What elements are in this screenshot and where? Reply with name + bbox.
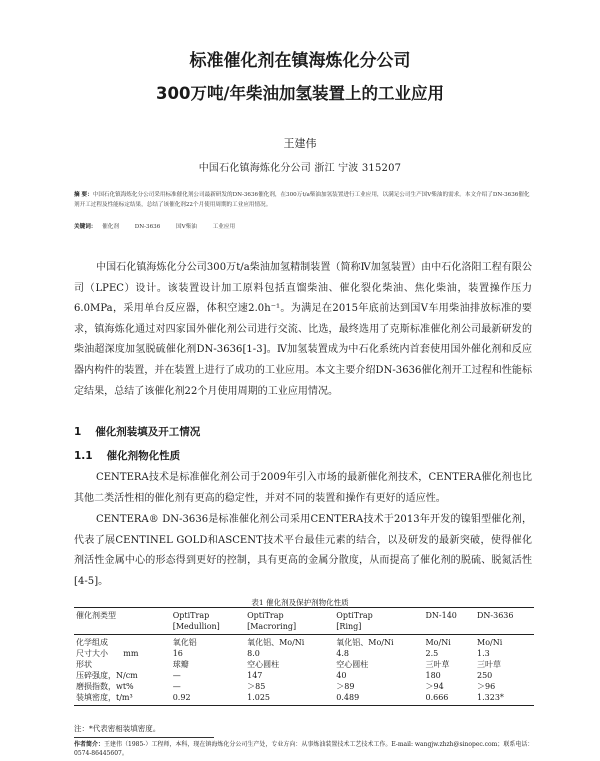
abstract [74,190,534,210]
table-cell: 1.323* [475,692,534,706]
subsection-title: 催化剂物化性质 [106,450,181,462]
table-header-cell: DN-3636 [475,608,534,635]
table-cell: 147 [247,671,263,680]
table-row-label: 化学组成 [76,638,108,647]
footnote-label: 作者简介： [74,741,105,748]
table-cell: 1.3 [477,649,490,658]
table-cell: 16 [172,649,183,658]
table-cell: — [172,682,181,691]
abstract-label: 摘 要： [74,192,93,198]
table-header-row [74,608,534,635]
table-row-label: 磨损指数，wt% [76,682,134,691]
author-footnote [74,740,534,758]
catalyst-properties-table [74,607,534,706]
table-row-label: 形状 [76,660,92,669]
keyword: 催化剂 [102,224,119,230]
table-row [74,681,534,692]
keywords-label: 关键词： [74,224,97,230]
keywords [74,222,534,230]
author-name: 王建伟 [283,137,317,150]
table-row-label: 装填密度，t/m³ [74,692,171,706]
section-heading-1-1 [74,448,180,463]
table-header-cell: DN-140 [423,608,475,635]
table-cell: 1.025 [245,692,334,706]
table-row [74,635,534,649]
footnote-text: 王建伟（1985-）工程师，本科，现在镇海炼化分公司生产处，专业方向：从事炼油装置技术工艺技术工作。E-mail: wangjw.zhzh@sinopec.com；联系电话：0574-86445607。 [74,741,534,757]
table-cell: ＞96 [477,682,496,691]
table-header-cell: OptiTrap [Macroring] [245,608,334,635]
keyword: 国V柴油 [176,224,197,230]
abstract-text: 中国石化镇海炼化分公司采用标准催化剂公司最新研发的DN-3636催化剂，在300万t/a柴油加氢装置进行工业应用，以满足公司生产国V柴油的需求。本文介绍了DN-3636催化剂开工过程及性能标定结果，总结了该催化剂22个月使用周期的工业应用情况。 [74,192,530,208]
table-row [74,648,534,659]
section-heading-1 [74,424,200,439]
table-cell: ＞89 [336,682,355,691]
table-cell: 0.489 [334,692,423,706]
section-number: 1 [74,426,82,438]
table-row-label: 尺寸大小 mm [76,649,139,658]
table-cell: ＞85 [247,682,266,691]
table-header-cell: OptiTrap [Medullion] [171,608,245,635]
table-cell: 2.5 [425,649,439,658]
table-row [74,692,534,706]
table-cell: 氧化铝 [172,638,197,647]
table-cell: ＞94 [425,682,444,691]
section-title: 催化剂装填及开工情况 [95,426,201,438]
table-cell: — [172,671,181,680]
table-cell: Mo/Ni [477,638,503,647]
keyword: DN-3636 [134,224,161,230]
body-paragraph: CENTERA技术是标准催化剂公司于2009年引入市场的最新催化剂技术，CENTERA催化剂也比其他二类活性相的催化剂有更高的稳定性，并对不同的装置和操作有更好的适应性。 [74,472,532,504]
table-cell: 三叶草 [425,660,450,669]
table-row [74,670,534,681]
body-paragraph: CENTERA® DN-3636是标准催化剂公司采用CENTERA技术于2013年开发的镍钼型催化剂，代表了展CENTINEL GOLD和ASCENT技术平台最佳元素的结合，以及研发的最新突破，使得催化剂活性金属中心的形态得到更好的控制，具有更高的金属分散度，从而提高了催化剂的脱硫、脱氮活性[4-5]。 [74,514,532,587]
table-cell: 0.92 [171,692,245,706]
paper-title-line1: 标准催化剂在镇海炼化分公司 [189,51,411,71]
keyword: 工业应用 [212,224,236,230]
table-cell: 氧化铝、Mo/Ni [336,638,394,647]
table-cell: 0.666 [423,692,475,706]
table-cell: Mo/Ni [425,638,451,647]
table-row [74,659,534,670]
table-note: 注：*代表密相装填密度。 [74,724,161,733]
author-affiliation: 中国石化镇海炼化分公司 浙江 宁波 315207 [198,163,402,174]
table-row-label: 压碎强度，N/cm [76,671,138,680]
table-cell: 40 [336,671,347,680]
table-cell: 氧化铝、Mo/Ni [247,638,305,647]
footnote-divider [74,737,214,738]
table-header-cell: OptiTrap [Ring] [334,608,423,635]
table-cell: 8.0 [247,649,260,658]
table-cell: 250 [477,671,493,680]
table-cell: 球瓣 [172,660,189,669]
table-header-cell: 催化剂类型 [74,608,171,635]
table-cell: 三叶草 [477,660,501,669]
table-cell: 180 [425,671,441,680]
table-cell: 空心圆柱 [247,660,280,669]
table-caption: 表1 催化剂及保护剂物化性质 [251,598,349,607]
table-cell: 空心圆柱 [336,660,369,669]
table-cell: 4.8 [336,649,350,658]
paper-title-line2: 300万吨/年柴油加氢装置上的工业应用 [156,84,444,103]
subsection-number: 1.1 [74,450,93,462]
intro-paragraph: 中国石化镇海炼化分公司300万t/a柴油加氢精制装置（简称Ⅳ加氢装置）由中石化洛阳工程有限公司（LPEC）设计。该装置设计加工原料包括直馏柴油、催化裂化柴油、焦化柴油，装置操作压力6.0MPa，采用单台反应器，体积空速2.0h⁻¹。为满足在2015年底前达到国V车用柴油排放标准的要求，镇海炼化通过对四家国外催化剂公司进行交流、比选，最终选用了克斯标准催化剂公司最新研发的柴油超深度加氢脱硫催化剂DN-3636[1-3]。Ⅳ加氢装置成为中石化系统内首套使用国外催化剂和反应器内构件的装置，并在装置上进行了成功的工业应用。本文主要介绍DN-3636催化剂开工过程和性能标定结果，总结了该催化剂22个月使用周期的工业应用情况。 [74,262,532,397]
